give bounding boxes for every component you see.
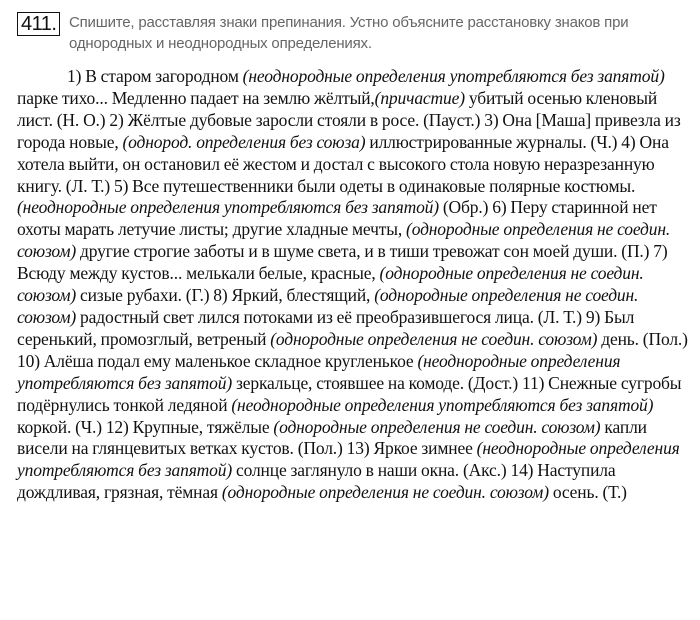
sentence-text: осень. (Т.) <box>548 482 627 503</box>
task-number: 411. <box>17 12 60 36</box>
annotation-note: (однородные определения не соедин. союзом) <box>221 482 549 503</box>
sentence-text: иллюстрированные журналы. (Ч.) 4) Она хотела выйти, он остановил её жестом и достал с высокого стола новую неразрезанную книгу. (Л. Т.) 5) Все путешественники были одеты в одинаковые полярные костюмы. <box>17 131 669 196</box>
annotation-note: (однородные определения не соедин. союзом) <box>270 328 598 349</box>
annotation-note: (однородные определения не соедин. союзом) <box>17 263 644 306</box>
annotation-note: (однородные определения не соедин. союзом) <box>273 416 601 437</box>
annotation-note: (неоднородные определения употребляются без запятой) <box>231 394 654 415</box>
sentence-text: другие строгие заботы и в шуме света, и в тиши тревожат сон моей души. (П.) 7) Всюду между кустов... мелькали белые, красные, <box>17 241 668 284</box>
task-header <box>17 0 688 52</box>
annotation-note: (однород. определения без союза) <box>122 131 366 152</box>
sentence-text: капли висели на глянцевитых ветках кустов. (Пол.) 13) Яркое зимнее <box>17 416 647 459</box>
sentence-text: 1) В старом загородном <box>67 66 243 86</box>
annotation-note: (неоднородные определения употребляются без запятой) <box>17 350 621 393</box>
annotation-note: (неоднородные определения употребляются без запятой) <box>242 66 665 86</box>
exercise-text <box>17 66 688 504</box>
sentence-text: убитый осенью кленовый лист. (Н. О.) 2) Жёлтые дубовые заросли стояли в росе. (Пауст.) 3) Она [Маша] привезла из города новые, <box>17 87 681 152</box>
sentence-text: зеркальце, стоявшее на комоде. (Дост.) 11) Снежные сугробы подёрнулись тонкой ледяной <box>17 372 682 415</box>
sentence-text: (Обр.) 6) Перу старинной нет охоты марать летучие листы; другие хладные мечты, <box>17 197 657 240</box>
annotation-note: (неоднородные определения употребляются без запятой) <box>17 197 439 218</box>
annotation-note: (однородные определения не соедин. союзом) <box>17 285 639 327</box>
sentence-text: день. (Пол.) 10) Алёша подал ему маленькое складное кругленькое <box>17 328 688 371</box>
sentence-text: радостный свет лился потоками из её преобразившегося лица. (Л. Т.) 9) Был серенький, промозглый, ветреный <box>17 306 635 349</box>
sentence-text: сизые рубахи. (Г.) 8) Яркий, блестящий, <box>76 285 375 306</box>
sentence-text: коркой. (Ч.) 12) Крупные, тяжёлые <box>17 416 274 437</box>
annotation-note: (причастие) <box>374 87 465 108</box>
sentence-text: парке тихо... Медленно падает на землю жёлтый, <box>17 87 375 108</box>
annotation-note: (неоднородные определения употребляются без запятой) <box>17 438 680 481</box>
annotation-note: (однородные определения не соедин. союзом) <box>17 219 671 262</box>
task-instruction: Спишите, расставляя знаки препинания. Устно объясните расстановку знаков при однородных и неоднородных определениях. <box>69 14 629 52</box>
sentence-text: солнце заглянуло в наши окна. (Акс.) 14) Наступила дождливая, грязная, тёмная <box>17 460 616 503</box>
